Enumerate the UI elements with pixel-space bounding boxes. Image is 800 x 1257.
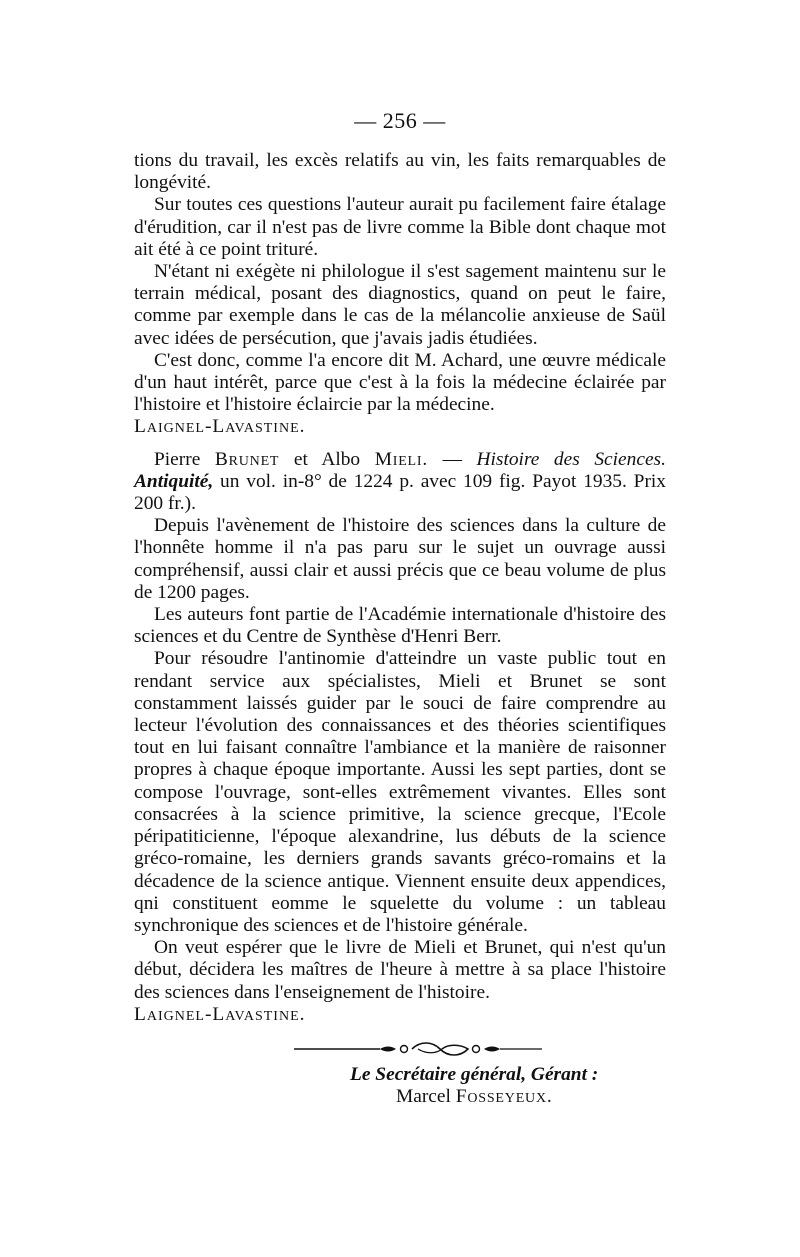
secretary-title: Le Secrétaire général, Gérant : [350, 1063, 599, 1085]
secretary-first-name: Marcel [396, 1086, 451, 1108]
author-conjunction: et Albo [293, 448, 361, 470]
author1-last-name: Brunet [214, 448, 280, 470]
review1-paragraph-2: Sur toutes ces questions l'auteur aurait pu facilement faire étalage d'érudition, car il n'est pas de livre comme la Bible dont chaque mot ait été à ce point trituré. [134, 194, 666, 260]
footer-role [134, 1064, 666, 1086]
review2-signature: Laignel-Lavastine. [134, 1003, 306, 1025]
review2-citation [134, 449, 666, 516]
secretary-last-name: Fosseyeux. [455, 1086, 553, 1108]
author1-first-name: Pierre [154, 448, 201, 470]
author2-last-name: Mieli. [374, 448, 429, 470]
citation-dash: — [442, 448, 462, 470]
review1-paragraph-1: tions du travail, les excès relatifs au vin, les faits remarquables de longévité. [134, 150, 666, 194]
book-subtitle: Antiquité, [134, 470, 214, 492]
book-details: un vol. in-8° de 1224 p. avec 109 fig. Payot 1935. Prix 200 fr.). [134, 470, 666, 515]
review1-paragraph-3: N'étant ni exégète ni philologue il s'est sagement maintenu sur le terrain médical, posant des diagnostics, quand on peut le faire, comme par exemple dans le cas de la mélancolie anxieuse de Saül avec idées de persécution, que j'avais jadis étudiées. [134, 261, 666, 349]
page-number: — 256 — [354, 108, 446, 133]
review2-paragraph-3: Pour résoudre l'antinomie d'atteindre un vaste public tout en rendant service aux spécialistes, Mieli et Brunet se sont constamment laissés guider par le souci de faire comprendre au lecteur l'évolution des connaissances et des théories scientifiques tout en lui faisant connaître l'ambiance et la manière de raisonner propres à chaque époque importante. Aussi les sept parties, dont se compose l'ouvrage, sont-elles extrêmement vivantes. Elles sont consacrées à la science primitive, la science grecque, l'Ecole péripatiticienne, l'époque alexandrine, lus débuts de la science gréco-romaine, les derniers grands savants gréco-romains et la décadence de la science antique. Viennent ensuite deux appendices, qni constituent eomme le squelette du volume : un tableau synchronique des sciences et de l'histoire générale. [134, 648, 666, 936]
ornamental-divider-icon [292, 1040, 592, 1058]
review2-paragraph-2: Les auteurs font partie de l'Académie internationale d'histoire des sciences et du Centre de Synthèse d'Henri Berr. [134, 604, 666, 648]
book-title: Histoire des Sciences. [476, 448, 666, 470]
review2-paragraph-1: Depuis l'avènement de l'histoire des sciences dans la culture de l'honnête homme il n'a pas paru sur le sujet un ouvrage aussi compréhensif, aussi clair et aussi précis que ce beau volume de plus de 1200 pages. [134, 515, 666, 603]
page-body [134, 150, 666, 1108]
review1-signature: Laignel-Lavastine. [134, 416, 306, 438]
footer-name [134, 1086, 666, 1108]
review2-paragraph-4: On veut espérer que le livre de Mieli et Brunet, qui n'est qu'un début, décidera les maîtres de l'heure à mettre à sa place l'histoire des sciences dans l'enseignement de l'histoire. [134, 937, 666, 1003]
review1-paragraph-4: C'est donc, comme l'a encore dit M. Achard, une œuvre médicale d'un haut intérêt, parce que c'est à la fois la médecine éclairée par l'histoire et l'histoire éclaircie par la médecine. [134, 349, 666, 416]
